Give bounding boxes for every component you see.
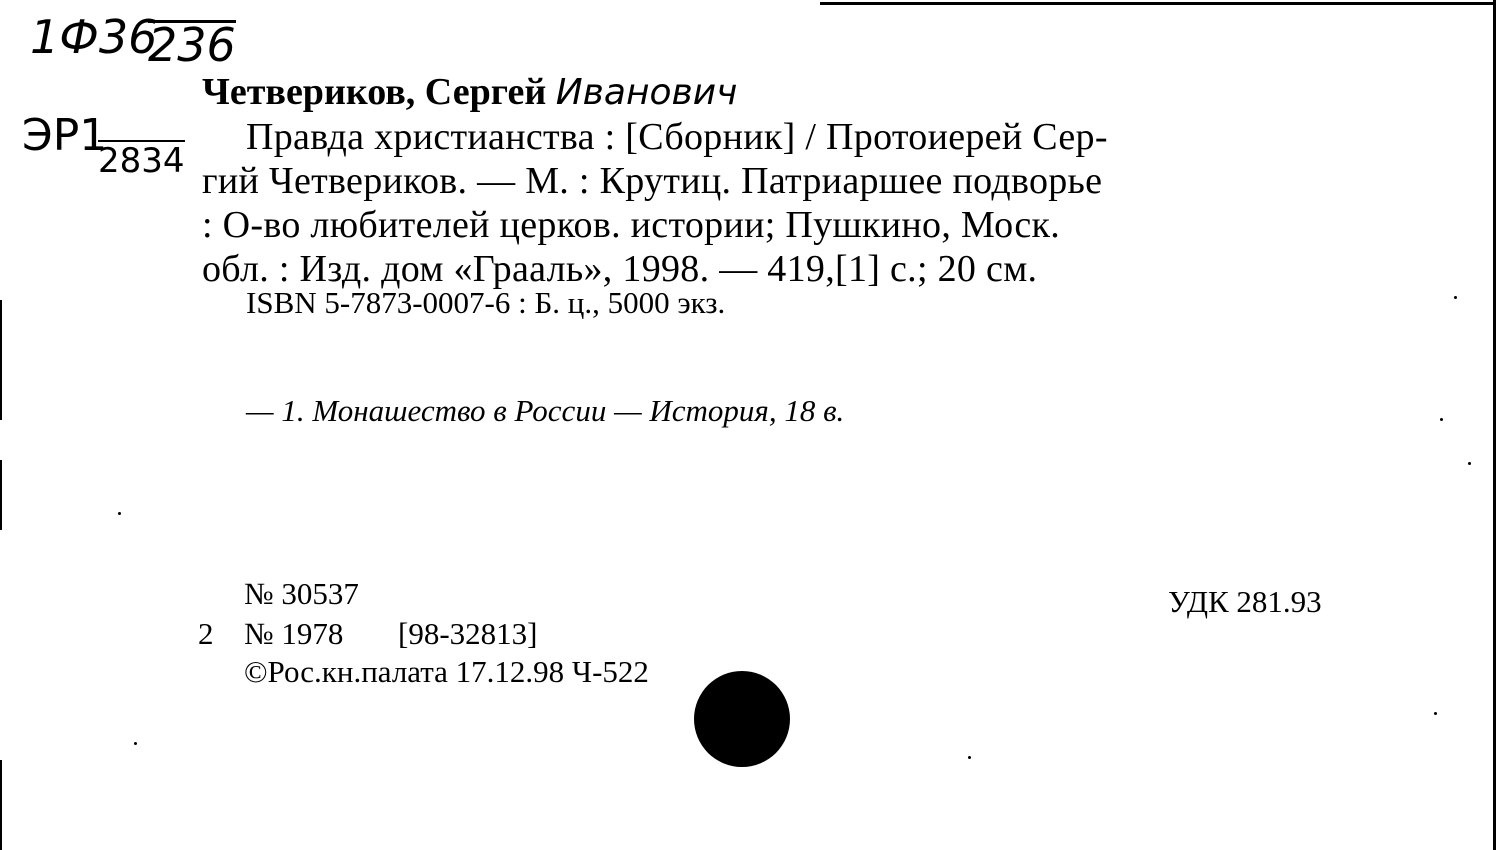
footer-number-2: № 1978: [244, 616, 344, 651]
speck: [118, 512, 121, 515]
speck: [1440, 418, 1443, 421]
card-border-top: [820, 2, 1496, 5]
footer-copy-number: 2: [198, 616, 214, 651]
card-border-left-a: [0, 300, 2, 420]
description-line-2: гий Четвериков. — М. : Крутиц. Патриаршее подворье: [202, 160, 1103, 202]
speck: [1434, 712, 1437, 715]
author-handwritten: Иванович: [555, 72, 738, 113]
subject-line: — 1. Монашество в России — История, 18 в.: [246, 393, 845, 428]
speck: [1468, 462, 1471, 465]
speck: [1454, 296, 1457, 299]
footer-book-chamber: ©Рос.кн.палата 17.12.98 Ч-522: [244, 654, 649, 689]
shelfmark-left-code: ЭР1: [22, 110, 108, 161]
shelfmark-top: 1Ф36: [30, 10, 158, 64]
author-heading: [202, 70, 737, 114]
description-line-4: обл. : Изд. дом «Грааль», 1998. — 419,[1] с.; 20 см.: [202, 248, 1038, 290]
speck: [968, 756, 971, 759]
author-printed: Четвериков, Сергей: [202, 71, 547, 113]
footer-number-1: № 30537: [244, 576, 359, 611]
description-line-1: Правда христианства : [Сборник] / Протоиерей Сер-: [246, 116, 1108, 158]
isbn-line: ISBN 5-7873-0007-6 : Б. ц., 5000 экз.: [246, 285, 726, 320]
speck: [134, 742, 137, 745]
punch-hole: [694, 671, 790, 767]
card-border-left-c: [0, 760, 2, 850]
udk-code: УДК 281.93: [1168, 584, 1322, 619]
card-border-left-b: [0, 460, 2, 530]
shelfmark-top-2: 236: [148, 18, 236, 72]
description-line-3: : О-во любителей церков. истории; Пушкино, Моск.: [202, 204, 1061, 246]
footer-bracket-number: [98-32813]: [398, 616, 538, 651]
shelfmark-left-number: 2834: [98, 141, 185, 181]
